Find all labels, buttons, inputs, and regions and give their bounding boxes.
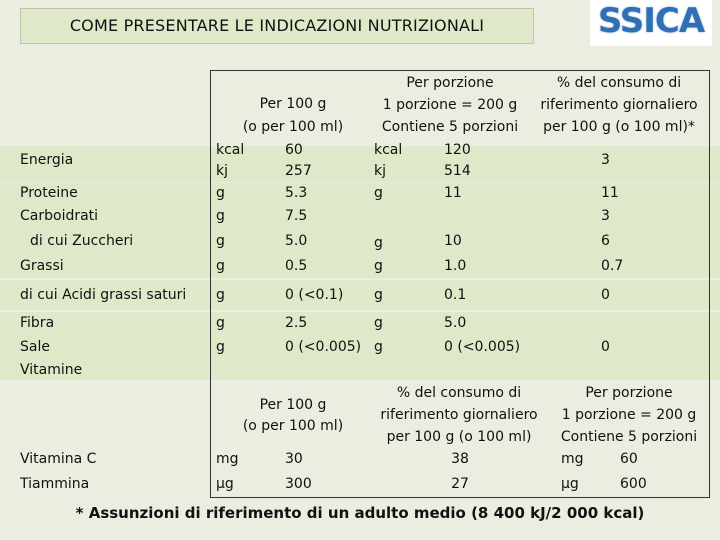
header2-per100-line2: (o per 100 ml)	[242, 418, 344, 434]
energia-portion-unit-kcal: kcal	[374, 142, 403, 158]
header-portion-line1: Per porzione	[406, 75, 494, 91]
header-ri-line3: per 100 g (o 100 ml)*	[543, 119, 695, 135]
zuccheri-unit: g	[216, 233, 225, 249]
header-ri-line2: riferimento giornaliero	[540, 97, 698, 113]
grassi-ri: 0.7	[601, 258, 624, 274]
label-energia: Energia	[20, 152, 74, 168]
vitamina-c-unit: mg	[216, 451, 239, 467]
proteine-unit: g	[216, 185, 225, 201]
saturi-value: 0 (<0.1)	[285, 287, 344, 303]
sale-portion-unit: g	[374, 339, 383, 355]
fibra-portion-unit: g	[374, 315, 383, 331]
energia-ri: 3	[601, 152, 610, 168]
sale-value: 0 (<0.005)	[285, 339, 362, 355]
header-per100-line2: (o per 100 ml)	[242, 119, 344, 135]
zuccheri-ri: 6	[601, 233, 610, 249]
carboidrati-ri: 3	[601, 208, 610, 224]
vitamina-c-ri: 38	[451, 451, 469, 467]
header2-per100-line1: Per 100 g	[259, 397, 327, 413]
zuccheri-portion-value: 10	[444, 233, 462, 249]
header2-portion-line3: Contiene 5 porzioni	[560, 429, 698, 445]
header-per100-line1: Per 100 g	[259, 96, 327, 112]
label-fibra: Fibra	[20, 315, 55, 331]
proteine-ri: 11	[601, 185, 619, 201]
footnote: * Assunzioni di riferimento di un adulto medio (8 400 kJ/2 000 kcal)	[75, 504, 645, 522]
proteine-value: 5.3	[285, 185, 308, 201]
page-title: COME PRESENTARE LE INDICAZIONI NUTRIZIONALI	[20, 8, 534, 44]
label-saturi: di cui Acidi grassi saturi	[20, 287, 187, 303]
grassi-portion-value: 1.0	[444, 258, 467, 274]
tiammina-portion-value: 600	[620, 476, 647, 492]
header-portion-line2: 1 porzione = 200 g	[382, 97, 518, 113]
proteine-portion-unit: g	[374, 185, 383, 201]
header-ri-line1: % del consumo di	[556, 75, 682, 91]
energia-portion-value-kj: 514	[444, 163, 471, 179]
energia-value-kcal: 60	[285, 142, 303, 158]
tiammina-ri: 27	[451, 476, 469, 492]
vitamina-c-portion-unit: mg	[561, 451, 584, 467]
tiammina-portion-unit: µg	[561, 476, 579, 492]
label-carboidrati: Carboidrati	[20, 208, 99, 224]
vitamina-c-portion-value: 60	[620, 451, 638, 467]
saturi-portion-value: 0.1	[444, 287, 467, 303]
label-grassi: Grassi	[20, 258, 64, 274]
label-zuccheri: di cui Zuccheri	[30, 233, 134, 249]
vitamina-c-value: 30	[285, 451, 303, 467]
label-vitamina-c: Vitamina C	[20, 451, 97, 467]
zuccheri-portion-unit: g	[374, 235, 383, 251]
label-sale: Sale	[20, 339, 50, 355]
ssica-logo	[590, 0, 712, 46]
tiammina-unit: µg	[216, 476, 234, 492]
sale-ri: 0	[601, 339, 610, 355]
header2-portion-line1: Per porzione	[585, 385, 673, 401]
label-vitamine: Vitamine	[20, 362, 83, 378]
fibra-value: 2.5	[285, 315, 308, 331]
header2-ri-line1: % del consumo di	[396, 385, 522, 401]
header2-portion-line2: 1 porzione = 200 g	[561, 407, 697, 423]
proteine-portion-value: 11	[444, 185, 462, 201]
grassi-portion-unit: g	[374, 258, 383, 274]
label-tiammina: Tiammina	[20, 476, 90, 492]
sale-portion-value: 0 (<0.005)	[444, 339, 521, 355]
carboidrati-value: 7.5	[285, 208, 308, 224]
tiammina-value: 300	[285, 476, 312, 492]
energia-unit-kj: kj	[216, 163, 228, 179]
grassi-value: 0.5	[285, 258, 308, 274]
grassi-unit: g	[216, 258, 225, 274]
header-portion-line3: Contiene 5 porzioni	[381, 119, 519, 135]
saturi-unit: g	[216, 287, 225, 303]
fibra-unit: g	[216, 315, 225, 331]
fibra-portion-value: 5.0	[444, 315, 467, 331]
saturi-portion-unit: g	[374, 287, 383, 303]
header2-ri-line2: riferimento giornaliero	[380, 407, 538, 423]
energia-value-kj: 257	[285, 163, 312, 179]
energia-portion-unit-kj: kj	[374, 163, 386, 179]
sale-unit: g	[216, 339, 225, 355]
carboidrati-unit: g	[216, 208, 225, 224]
saturi-ri: 0	[601, 287, 610, 303]
zuccheri-value: 5.0	[285, 233, 308, 249]
energia-unit-kcal: kcal	[216, 142, 245, 158]
label-proteine: Proteine	[20, 185, 78, 201]
logo-text: SSICA	[597, 1, 705, 41]
header2-ri-line3: per 100 g (o 100 ml)	[386, 429, 532, 445]
energia-portion-value-kcal: 120	[444, 142, 471, 158]
